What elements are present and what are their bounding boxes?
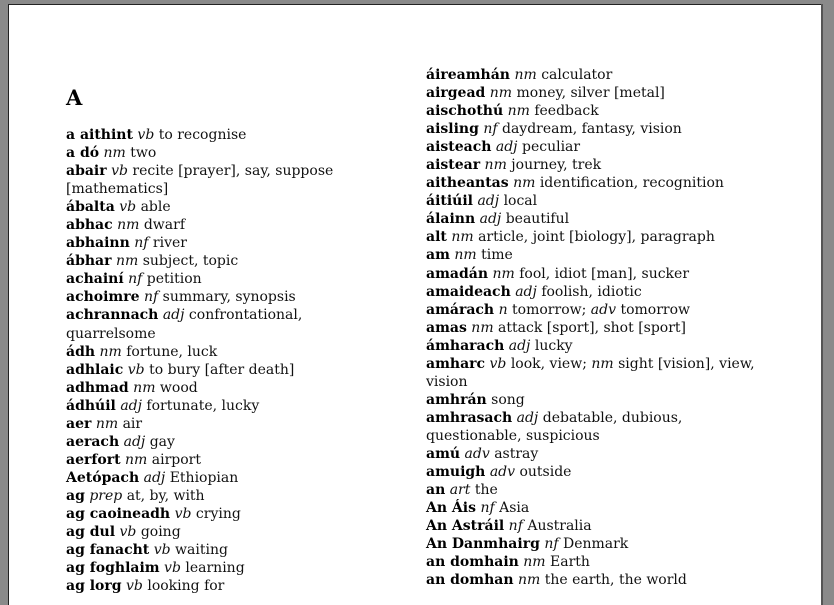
dictionary-entry — [426, 445, 766, 463]
entry-headword: An Áis — [426, 500, 476, 517]
dictionary-entry — [66, 162, 396, 198]
entry-headword: ábalta — [66, 199, 115, 216]
dictionary-entry — [426, 301, 766, 319]
entry-part-of-speech: art — [449, 482, 471, 499]
dictionary-entry — [426, 84, 766, 102]
entry-definition: local — [503, 193, 538, 210]
entry-definition: to recognise — [158, 127, 247, 143]
dictionary-entry — [426, 517, 766, 535]
entry-part-of-speech: nm — [454, 247, 477, 264]
entry-part-of-speech: adj — [120, 397, 142, 414]
entry-headword: Aetópach — [66, 469, 140, 486]
entry-definition: calculator — [541, 67, 613, 83]
dictionary-entry — [426, 463, 766, 481]
entry-definition: waiting — [175, 542, 228, 559]
dictionary-entry — [426, 337, 766, 355]
entry-headword: an — [426, 482, 446, 499]
dictionary-entry — [66, 505, 396, 523]
entry-definition: to bury [after death] — [149, 361, 295, 378]
entry-definition: astray — [494, 445, 539, 462]
entry-part-of-speech: vb — [126, 578, 143, 595]
entry-headword: achainí — [66, 271, 124, 288]
entry-definition: Ethiopian — [169, 469, 239, 486]
entry-part-of-speech: nm — [513, 175, 536, 192]
left-column — [66, 86, 396, 595]
entry-definition: air — [122, 415, 143, 432]
entry-part-of-speech: vb — [174, 505, 192, 522]
entry-part-of-speech: vb — [127, 361, 145, 378]
entry-part-of-speech: nf — [544, 536, 559, 553]
dictionary-entry — [66, 343, 396, 361]
dictionary-entry — [426, 355, 766, 391]
dictionary-entry — [66, 216, 396, 234]
entry-definition: debatable, dubious, questionable, suspicious — [426, 409, 683, 444]
entry-headword: ag foghlaim — [66, 560, 160, 577]
entry-definition: outside — [519, 464, 572, 481]
entry-part-of-speech: nm — [471, 319, 494, 336]
entry-definition: confrontational, quarrelsome — [66, 307, 303, 342]
dictionary-entry — [426, 571, 766, 589]
entry-definition: identification, recognition — [539, 175, 724, 192]
entry-headword: abhac — [66, 217, 113, 234]
dictionary-entry — [426, 319, 766, 337]
dictionary-entry — [426, 66, 766, 84]
left-entry-list — [66, 126, 396, 595]
entry-definition: able — [140, 199, 171, 216]
dictionary-entry — [66, 198, 396, 216]
entry-headword: aerach — [66, 433, 120, 450]
entry-definition: daydream, fantasy, vision — [502, 121, 682, 138]
entry-part-of-speech: vb — [119, 524, 137, 541]
dictionary-entry — [426, 283, 766, 301]
entry-definition: river — [152, 235, 187, 252]
dictionary-entry — [426, 120, 766, 138]
entry-part-of-speech: nm — [117, 217, 140, 234]
entry-part-of-speech: n — [498, 301, 508, 318]
entry-headword: a aithint — [66, 127, 133, 143]
entry-definition: journey, trek — [511, 157, 602, 174]
entry-part-of-speech: nf — [508, 518, 523, 535]
entry-definition: at, by, with — [126, 487, 205, 504]
entry-definition: peculiar — [521, 139, 581, 156]
dictionary-entry — [66, 379, 396, 397]
entry-part-of-speech: nm — [95, 415, 119, 432]
entry-headword: abair — [66, 163, 107, 180]
entry-headword: ámharach — [426, 337, 505, 354]
entry-headword: an domhan — [426, 572, 514, 589]
entry-definition: the — [474, 482, 498, 499]
entry-part-of-speech: nm — [507, 103, 530, 120]
entry-definition: subject, topic — [142, 253, 239, 270]
dictionary-entry — [66, 415, 396, 433]
dictionary-entry — [66, 541, 396, 559]
dictionary-entry — [426, 192, 766, 210]
entry-definition: fortune, luck — [126, 343, 218, 360]
entry-headword: aitheantas — [426, 175, 509, 192]
dictionary-entry — [426, 102, 766, 120]
entry-headword: ádh — [66, 343, 96, 360]
entry-part-of-speech: nm — [591, 355, 614, 372]
dictionary-entry — [426, 535, 766, 553]
dictionary-entry — [66, 234, 396, 252]
entry-part-of-speech: adj — [516, 409, 539, 426]
entry-headword: abhainn — [66, 235, 130, 252]
dictionary-entry — [66, 559, 396, 577]
entry-headword: amuigh — [426, 464, 486, 481]
dictionary-entry — [66, 361, 396, 379]
entry-definition: look, view; — [510, 355, 587, 372]
dictionary-entry — [426, 553, 766, 571]
entry-part-of-speech: nm — [492, 265, 515, 282]
entry-part-of-speech: vb — [153, 542, 171, 559]
entry-definition: wood — [159, 379, 198, 396]
entry-headword: aisteach — [426, 139, 492, 156]
entry-headword: airgead — [426, 85, 486, 102]
entry-definition: sight [vision], view, vision — [426, 355, 755, 390]
entry-part-of-speech: adv — [464, 445, 490, 462]
dictionary-page — [8, 4, 821, 605]
entry-definition: summary, synopsis — [162, 289, 296, 306]
entry-definition: money, silver [metal] — [516, 85, 665, 102]
entry-definition: gay — [149, 433, 175, 450]
right-entry-list — [426, 66, 766, 589]
entry-part-of-speech: vb — [111, 163, 128, 180]
dictionary-entry — [426, 138, 766, 156]
entry-definition: looking for — [147, 578, 225, 595]
entry-definition: going — [140, 524, 181, 541]
dictionary-entry — [66, 451, 396, 469]
entry-headword: amú — [426, 445, 461, 462]
entry-definition: two — [130, 145, 157, 162]
entry-definition: crying — [195, 505, 241, 522]
entry-definition: petition — [146, 271, 202, 288]
entry-part-of-speech: adj — [479, 211, 502, 228]
entry-headword: áitiúil — [426, 193, 473, 210]
entry-headword: achrannach — [66, 307, 159, 324]
right-column — [426, 66, 766, 589]
entry-part-of-speech: nf — [480, 500, 495, 517]
entry-headword: áireamhán — [426, 67, 510, 83]
entry-part-of-speech: nm — [115, 253, 139, 270]
entry-definition: beautiful — [505, 211, 570, 228]
dictionary-entry — [426, 265, 766, 283]
entry-part-of-speech: nf — [134, 235, 149, 252]
entry-headword: adhmad — [66, 379, 129, 396]
entry-headword: a dó — [66, 145, 100, 162]
entry-definition: tomorrow — [620, 301, 691, 318]
entry-definition: recite [prayer], say, suppose [mathematics] — [66, 163, 334, 198]
entry-part-of-speech: adj — [495, 139, 518, 156]
entry-headword: amaideach — [426, 283, 511, 300]
entry-headword: amhrán — [426, 391, 487, 408]
entry-part-of-speech: nm — [517, 572, 541, 589]
entry-headword: An Astráil — [426, 518, 505, 535]
dictionary-entry — [66, 126, 396, 144]
entry-headword: ag lorg — [66, 578, 122, 595]
entry-definition: tomorrow; — [512, 301, 587, 318]
entry-definition: Asia — [499, 500, 530, 517]
entry-headword: ábhar — [66, 253, 112, 270]
dictionary-entry — [66, 397, 396, 415]
entry-headword: an domhain — [426, 554, 519, 571]
dictionary-entry — [66, 288, 396, 306]
entry-part-of-speech: nm — [451, 229, 474, 246]
entry-definition: article, joint [biology], paragraph — [478, 229, 715, 246]
entry-definition: feedback — [534, 103, 599, 120]
dictionary-entry — [426, 409, 766, 445]
entry-headword: álainn — [426, 211, 476, 228]
entry-headword: amas — [426, 319, 467, 336]
entry-headword: aischothú — [426, 103, 504, 120]
entry-headword: am — [426, 247, 450, 264]
entry-definition: Denmark — [562, 536, 629, 553]
entry-headword: achoimre — [66, 289, 140, 306]
entry-part-of-speech: nm — [489, 85, 513, 102]
entry-part-of-speech: adj — [508, 337, 531, 354]
entry-part-of-speech: nm — [484, 157, 507, 174]
dictionary-entry — [66, 306, 396, 342]
entry-headword: ag caoineadh — [66, 505, 171, 522]
entry-headword: amárach — [426, 301, 495, 318]
entry-definition: fortunate, lucky — [146, 397, 260, 414]
entry-part-of-speech: adj — [162, 307, 185, 324]
dictionary-entry — [426, 499, 766, 517]
dictionary-entry — [66, 523, 396, 541]
entry-definition: time — [481, 247, 513, 264]
entry-definition: dwarf — [143, 217, 186, 234]
entry-part-of-speech: nm — [103, 145, 126, 162]
entry-headword: alt — [426, 229, 447, 246]
dictionary-entry — [426, 391, 766, 409]
entry-definition: lucky — [534, 337, 573, 354]
entry-headword: aistear — [426, 157, 481, 174]
entry-headword: ádhúil — [66, 397, 116, 414]
entry-part-of-speech: adj — [515, 283, 537, 300]
entry-headword: An Danmhairg — [426, 536, 540, 553]
entry-definition: attack [sport], shot [sport] — [498, 319, 687, 336]
dictionary-entry — [426, 174, 766, 192]
entry-headword: amadán — [426, 265, 488, 282]
dictionary-entry — [66, 270, 396, 288]
entry-part-of-speech: adv — [590, 301, 616, 318]
entry-part-of-speech: vb — [119, 199, 137, 216]
dictionary-entry — [66, 469, 396, 487]
dictionary-entry — [66, 252, 396, 270]
entry-definition: learning — [185, 560, 245, 577]
dictionary-entry — [66, 577, 396, 595]
entry-part-of-speech: vb — [489, 355, 507, 372]
entry-definition: Earth — [550, 554, 590, 571]
dictionary-entry — [66, 433, 396, 451]
entry-part-of-speech: vb — [164, 560, 181, 577]
entry-part-of-speech: prep — [89, 487, 123, 504]
dictionary-entry — [426, 246, 766, 264]
dictionary-entry — [426, 156, 766, 174]
entry-part-of-speech: nf — [128, 271, 143, 288]
entry-definition: the earth, the world — [544, 572, 687, 589]
dictionary-entry — [66, 487, 396, 505]
entry-headword: amharc — [426, 355, 486, 372]
entry-headword: aisling — [426, 121, 479, 138]
entry-definition: airport — [151, 451, 201, 468]
entry-part-of-speech: nf — [483, 121, 498, 138]
section-heading: A — [66, 85, 83, 110]
entry-part-of-speech: nm — [523, 554, 546, 571]
dictionary-entry — [426, 481, 766, 499]
entry-definition: fool, idiot [man], sucker — [519, 265, 690, 282]
dictionary-entry — [66, 144, 396, 162]
entry-definition: song — [491, 391, 525, 408]
dictionary-entry — [426, 210, 766, 228]
entry-part-of-speech: nf — [143, 289, 159, 306]
entry-headword: ag dul — [66, 524, 116, 541]
entry-part-of-speech: adj — [123, 433, 146, 450]
entry-headword: aerfort — [66, 451, 121, 468]
entry-definition: Australia — [527, 518, 592, 535]
entry-headword: ag — [66, 487, 85, 504]
entry-headword: adhlaic — [66, 361, 124, 378]
entry-definition: foolish, idiotic — [541, 283, 642, 300]
entry-part-of-speech: adj — [143, 469, 166, 486]
entry-part-of-speech: nm — [514, 67, 537, 83]
entry-headword: amhrasach — [426, 409, 513, 426]
entry-part-of-speech: nm — [99, 343, 122, 360]
entry-part-of-speech: nm — [125, 451, 148, 468]
entry-part-of-speech: adv — [489, 464, 516, 481]
entry-part-of-speech: vb — [137, 127, 155, 143]
entry-part-of-speech: nm — [133, 379, 156, 396]
entry-headword: ag fanacht — [66, 542, 150, 559]
dictionary-entry — [426, 228, 766, 246]
entry-part-of-speech: adj — [477, 193, 500, 210]
entry-headword: aer — [66, 415, 92, 432]
